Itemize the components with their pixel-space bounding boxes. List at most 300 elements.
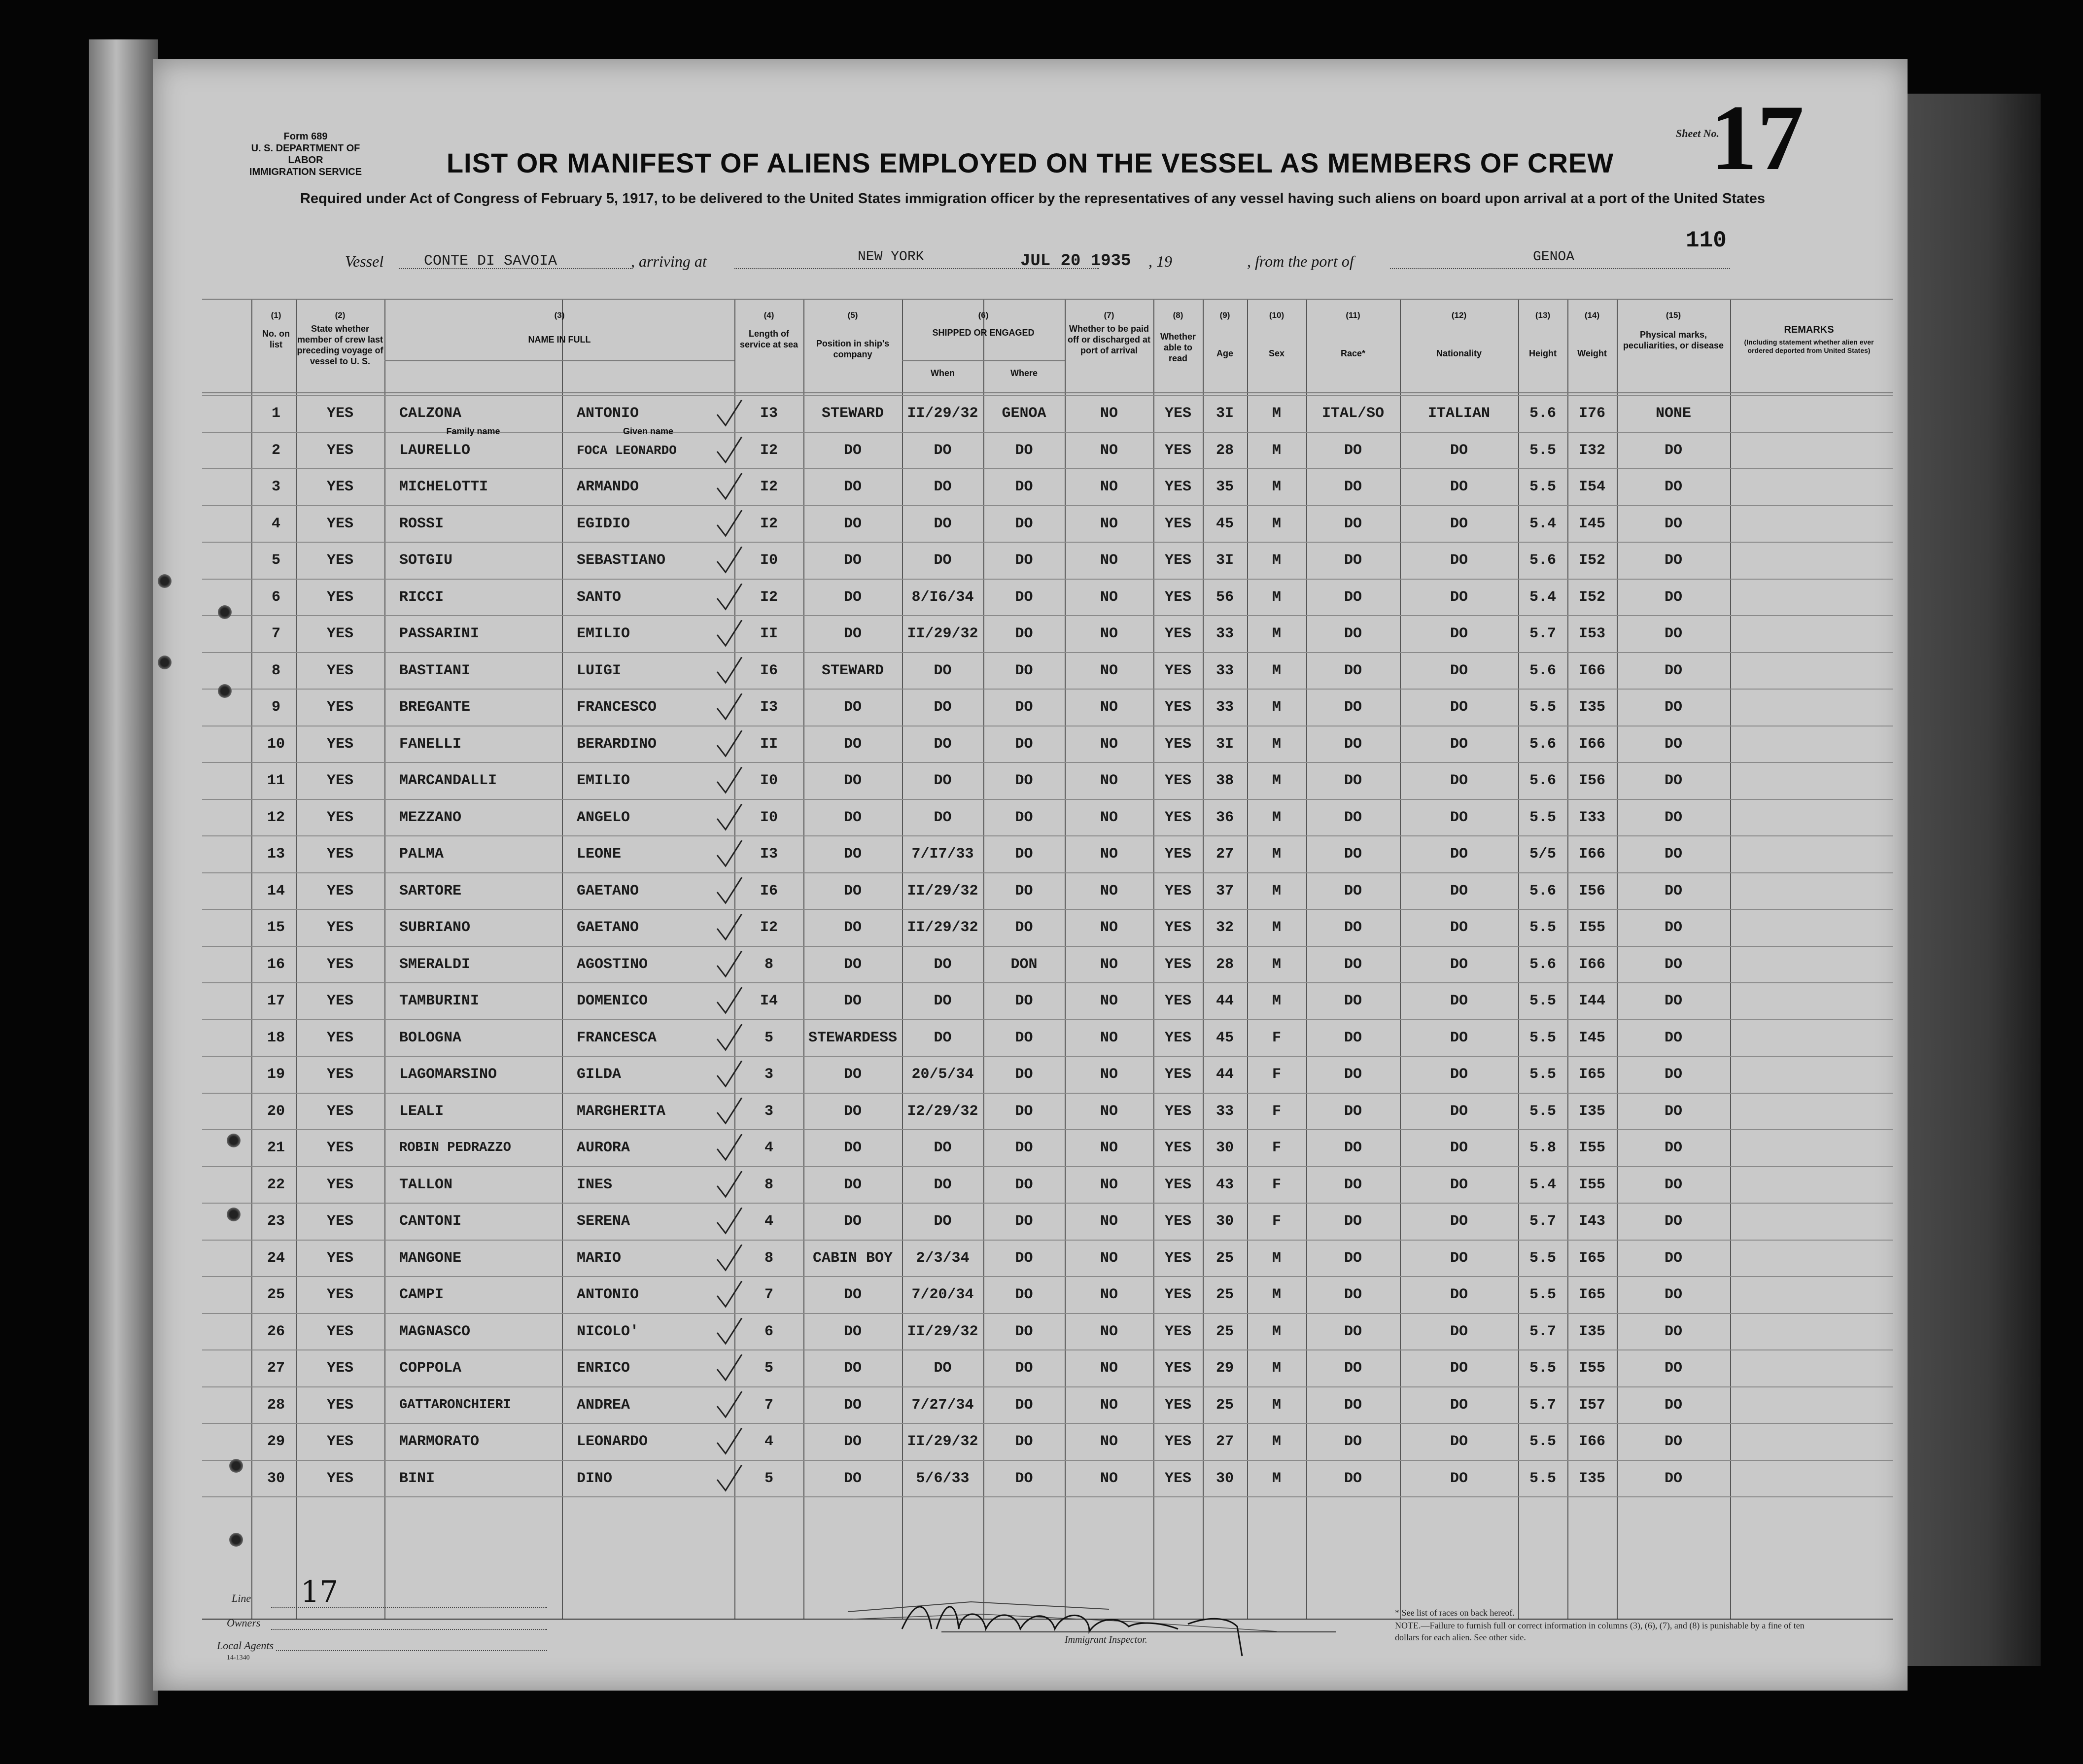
header-col6-num: (6) (978, 311, 989, 320)
cell-given: INES (577, 1176, 613, 1193)
cell-weight: I35 (1578, 1103, 1605, 1120)
row-rule (202, 1093, 1893, 1094)
cell-where: DO (1015, 882, 1033, 899)
service-name: IMMIGRATION SERVICE (249, 167, 362, 177)
header-remarks: REMARKS (1784, 324, 1834, 335)
cell-prev: YES (326, 882, 353, 899)
header-col5-num: (5) (847, 311, 858, 320)
cell-paid: NO (1100, 919, 1118, 936)
check-mark (715, 657, 744, 687)
cell-read: YES (1164, 1470, 1191, 1487)
row-rule (202, 542, 1893, 543)
cell-marks: NONE (1655, 405, 1691, 422)
cell-paid: NO (1100, 846, 1118, 863)
cell-position: DO (843, 625, 862, 642)
cell-height: 5.5 (1529, 1249, 1556, 1267)
cell-given: ARMANDO (577, 479, 639, 495)
cell-race: DO (1344, 1029, 1362, 1046)
cell-family: MARCANDALLI (399, 772, 497, 789)
cell-family: ROBIN PEDRAZZO (399, 1141, 511, 1155)
cell-service: 5 (764, 1360, 773, 1377)
cell-no: 26 (267, 1323, 285, 1340)
cell-race: DO (1344, 846, 1362, 863)
check-mark (715, 620, 744, 650)
header-nationality: Nationality (1436, 348, 1482, 358)
punch-hole (158, 656, 172, 669)
cell-where: DO (1015, 625, 1033, 642)
cell-weight: I45 (1578, 1029, 1605, 1046)
check-mark (715, 693, 744, 723)
line-label: Line (232, 1592, 251, 1604)
header-rule (384, 360, 734, 361)
cell-race: DO (1344, 1286, 1362, 1303)
row-rule (202, 652, 1893, 653)
cell-when: DO (934, 479, 952, 495)
cell-position: CABIN BOY (812, 1249, 893, 1267)
cell-height: 5.5 (1529, 479, 1556, 495)
line-number: 17 (301, 1575, 339, 1609)
header-remarks-note: (Including statement whether alien ever ordered deported from United States) (1744, 338, 1874, 354)
cell-height: 5.7 (1529, 1213, 1556, 1230)
cell-marks: DO (1664, 515, 1682, 532)
cell-height: 5.5 (1529, 809, 1556, 826)
cell-when: I2/29/32 (907, 1103, 978, 1120)
cell-position: STEWARD (821, 662, 884, 679)
cell-height: 5.5 (1529, 1360, 1556, 1377)
cell-position: DO (843, 846, 862, 863)
cell-read: YES (1164, 1286, 1191, 1303)
cell-no: 5 (271, 552, 280, 569)
cell-race: DO (1344, 956, 1362, 973)
check-mark (715, 473, 744, 503)
check-mark (715, 1245, 744, 1274)
cell-given: LEONE (577, 846, 622, 863)
cell-weight: I66 (1578, 1433, 1605, 1450)
cell-paid: NO (1100, 479, 1118, 495)
cell-service: I2 (760, 515, 778, 532)
cell-nationality: DO (1450, 515, 1468, 532)
header-weight: Weight (1577, 348, 1607, 358)
binding-strip (89, 39, 158, 1705)
cell-weight: I45 (1578, 515, 1605, 532)
cell-service: 8 (764, 956, 773, 973)
cell-nationality: DO (1450, 625, 1468, 642)
cell-height: 5.6 (1529, 735, 1556, 753)
cell-service: I3 (760, 699, 778, 716)
cell-sex: F (1272, 1140, 1281, 1156)
cell-service: 4 (764, 1213, 773, 1230)
cell-given: SERENA (577, 1213, 630, 1230)
cell-nationality: DO (1450, 1396, 1468, 1414)
cell-age: 37 (1215, 882, 1234, 899)
cell-weight: I53 (1578, 625, 1605, 642)
check-mark (715, 1208, 744, 1237)
cell-race: DO (1344, 1323, 1362, 1340)
cell-height: 5.5 (1529, 1103, 1556, 1120)
cell-marks: DO (1664, 993, 1682, 1009)
cell-sex: M (1272, 405, 1281, 422)
row-rule (202, 1313, 1893, 1314)
cell-marks: DO (1664, 1470, 1682, 1487)
cell-given: EMILIO (577, 625, 630, 642)
cell-service: I2 (760, 588, 778, 606)
cell-where: DO (1015, 993, 1033, 1009)
cell-when: DO (934, 1176, 952, 1193)
cell-sex: M (1272, 1433, 1281, 1450)
cell-nationality: DO (1450, 442, 1468, 459)
cell-read: YES (1164, 1213, 1191, 1230)
cell-sex: M (1272, 552, 1281, 569)
cell-prev: YES (326, 1360, 353, 1377)
cell-nationality: DO (1450, 1029, 1468, 1046)
cell-read: YES (1164, 479, 1191, 495)
cell-race: DO (1344, 588, 1362, 606)
cell-position: DO (843, 735, 862, 753)
cell-read: YES (1164, 809, 1191, 826)
cell-age: 25 (1215, 1249, 1234, 1267)
cell-service: 7 (764, 1396, 773, 1414)
cell-no: 25 (267, 1286, 285, 1303)
cell-position: DO (843, 882, 862, 899)
cell-read: YES (1164, 625, 1191, 642)
cell-service: 6 (764, 1323, 773, 1340)
cell-service: II (760, 625, 778, 642)
cell-paid: NO (1100, 1360, 1118, 1377)
cell-where: DO (1015, 515, 1033, 532)
arrival-port: NEW YORK (858, 249, 924, 265)
cell-age: 38 (1215, 772, 1234, 789)
cell-height: 5.5 (1529, 919, 1556, 936)
cell-marks: DO (1664, 882, 1682, 899)
cell-race: DO (1344, 1360, 1362, 1377)
cell-race: DO (1344, 772, 1362, 789)
cell-paid: NO (1100, 588, 1118, 606)
cell-where: DO (1015, 662, 1033, 679)
cell-sex: M (1272, 1470, 1281, 1487)
cell-marks: DO (1664, 919, 1682, 936)
from-label: , from the port of (1247, 252, 1354, 270)
cell-service: I3 (760, 846, 778, 863)
cell-family: TALLON (399, 1176, 453, 1193)
cell-given: FRANCESCO (577, 699, 657, 716)
cell-race: DO (1344, 479, 1362, 495)
row-rule (202, 615, 1893, 616)
cell-read: YES (1164, 1176, 1191, 1193)
cell-service: II (760, 735, 778, 753)
cell-where: DO (1015, 846, 1033, 863)
year-label: , 19 (1148, 252, 1172, 270)
cell-service: 7 (764, 1286, 773, 1303)
cell-prev: YES (326, 846, 353, 863)
cell-sex: M (1272, 442, 1281, 459)
cell-paid: NO (1100, 1029, 1118, 1046)
cell-marks: DO (1664, 735, 1682, 753)
cell-nationality: DO (1450, 1323, 1468, 1340)
cell-no: 7 (271, 625, 280, 642)
cell-marks: DO (1664, 1066, 1682, 1083)
cell-position: DO (843, 1360, 862, 1377)
cell-read: YES (1164, 662, 1191, 679)
cell-sex: M (1272, 1396, 1281, 1414)
cell-weight: I56 (1578, 882, 1605, 899)
inspector-label: Immigrant Inspector. (1065, 1634, 1147, 1645)
cell-service: 3 (764, 1103, 773, 1120)
cell-sex: F (1272, 1176, 1281, 1193)
cell-nationality: DO (1450, 1176, 1468, 1193)
header-previous-voyage: State whether member of crew last preceding voyage of vessel to U. S. (297, 324, 383, 366)
cell-given: DINO (577, 1470, 613, 1487)
cell-marks: DO (1664, 552, 1682, 569)
cell-nationality: DO (1450, 919, 1468, 936)
cell-no: 27 (267, 1360, 285, 1377)
cell-marks: DO (1664, 1360, 1682, 1377)
cell-family: MANGONE (399, 1249, 462, 1267)
cell-service: I2 (760, 479, 778, 495)
cell-weight: I56 (1578, 772, 1605, 789)
cell-nationality: DO (1450, 1213, 1468, 1230)
cell-age: 28 (1215, 956, 1234, 973)
cell-position: DO (843, 1213, 862, 1230)
cell-family: LAURELLO (399, 442, 471, 459)
cell-service: 5 (764, 1470, 773, 1487)
cell-where: DO (1015, 1249, 1033, 1267)
header-col3-num: (3) (554, 311, 565, 320)
form-number: Form 689 (283, 131, 328, 142)
cell-no: 10 (267, 735, 285, 753)
cell-weight: I66 (1578, 662, 1605, 679)
cell-no: 9 (271, 699, 280, 716)
cell-family: GATTARONCHIERI (399, 1397, 511, 1413)
cell-paid: NO (1100, 809, 1118, 826)
cell-age: 25 (1215, 1323, 1234, 1340)
cell-age: 28 (1215, 442, 1234, 459)
cell-weight: I52 (1578, 552, 1605, 569)
cell-sex: M (1272, 809, 1281, 826)
row-rule (202, 1423, 1893, 1424)
cell-given: BERARDINO (577, 735, 657, 753)
cell-no: 23 (267, 1213, 285, 1230)
cell-race: DO (1344, 1470, 1362, 1487)
cell-sex: M (1272, 882, 1281, 899)
cell-position: DO (843, 1286, 862, 1303)
cell-prev: YES (326, 1396, 353, 1414)
cell-race: DO (1344, 809, 1362, 826)
check-mark (715, 877, 744, 907)
cell-prev: YES (326, 625, 353, 642)
cell-position: DO (843, 442, 862, 459)
cell-race: DO (1344, 1433, 1362, 1450)
cell-no: 8 (271, 662, 280, 679)
header-col8-num: (8) (1173, 311, 1183, 320)
cell-nationality: DO (1450, 882, 1468, 899)
cell-height: 5/5 (1529, 846, 1556, 863)
row-rule (202, 1349, 1893, 1350)
cell-service: I2 (760, 442, 778, 459)
cell-weight: I55 (1578, 1176, 1605, 1193)
cell-when: II/29/32 (907, 882, 978, 899)
punch-hole (158, 574, 172, 588)
cell-marks: DO (1664, 1286, 1682, 1303)
row-rule (202, 1166, 1893, 1167)
header-col12-num: (12) (1451, 311, 1467, 320)
cell-weight: I55 (1578, 1140, 1605, 1156)
header-physical-marks: Physical marks, peculiarities, or disease (1623, 330, 1724, 350)
cell-prev: YES (326, 993, 353, 1009)
cell-given: GILDA (577, 1066, 622, 1083)
row-rule (202, 1496, 1893, 1497)
page-subtitle: Required under Act of Congress of February 5, 1917, to be delivered to the United States immigration officer by the representatives of any vessel having such aliens on board upon arrival at a port of the United States (300, 191, 1766, 207)
cell-when: DO (934, 1029, 952, 1046)
inspector-signature (833, 1582, 1351, 1666)
cell-family: BREGANTE (399, 699, 471, 716)
cell-position: DO (843, 552, 862, 569)
row-rule (202, 1460, 1893, 1461)
cell-given: FOCA LEONARDO (577, 443, 677, 458)
cell-service: I0 (760, 809, 778, 826)
cell-when: II/29/32 (907, 1433, 978, 1450)
header-col9-num: (9) (1219, 311, 1230, 320)
header-able-to-read: Whether able to read (1160, 332, 1196, 363)
cell-when: 7/I7/33 (911, 846, 974, 863)
cell-read: YES (1164, 1396, 1191, 1414)
crew-table (202, 299, 1893, 1620)
cell-paid: NO (1100, 625, 1118, 642)
cell-family: CAMPI (399, 1286, 444, 1303)
header-family-name: Family name (446, 426, 500, 436)
cell-age: 45 (1215, 1029, 1234, 1046)
vessel-name: CONTE DI SAVOIA (424, 253, 557, 270)
cell-when: DO (934, 552, 952, 569)
cell-weight: I66 (1578, 956, 1605, 973)
row-rule (202, 946, 1893, 947)
cell-no: 4 (271, 515, 280, 532)
cell-where: DO (1015, 919, 1033, 936)
punch-hole (218, 605, 232, 619)
cell-weight: I54 (1578, 479, 1605, 495)
cell-where: DO (1015, 1433, 1033, 1450)
cell-sex: M (1272, 662, 1281, 679)
header-col15-num: (15) (1666, 311, 1681, 320)
cell-sex: M (1272, 1286, 1281, 1303)
check-mark (715, 1428, 744, 1457)
agents-form-number: 14-1340 (227, 1654, 250, 1661)
cell-height: 5.5 (1529, 1433, 1556, 1450)
cell-height: 5.5 (1529, 1066, 1556, 1083)
line-underline (271, 1607, 547, 1608)
cell-given: EGIDIO (577, 515, 630, 532)
cell-paid: NO (1100, 405, 1118, 422)
arrival-date: JUL 20 1935 (1020, 252, 1131, 271)
cell-no: 29 (267, 1433, 285, 1450)
header-rule (202, 299, 1893, 300)
cell-age: 30 (1215, 1213, 1234, 1230)
header-col1-num: (1) (271, 311, 281, 320)
cell-age: 27 (1215, 846, 1234, 863)
check-mark (715, 1281, 744, 1311)
cell-given: LEONARDO (577, 1433, 648, 1450)
header-age: Age (1216, 348, 1233, 358)
cell-paid: NO (1100, 442, 1118, 459)
cell-read: YES (1164, 772, 1191, 789)
cell-race: DO (1344, 735, 1362, 753)
cell-height: 5.4 (1529, 515, 1556, 532)
check-mark (715, 1024, 744, 1054)
cell-no: 30 (267, 1470, 285, 1487)
cell-marks: DO (1664, 699, 1682, 716)
cell-height: 5.4 (1529, 588, 1556, 606)
cell-prev: YES (326, 588, 353, 606)
punch-hole (227, 1134, 241, 1147)
cell-given: MARIO (577, 1249, 622, 1267)
cell-height: 5.5 (1529, 993, 1556, 1009)
agents-label: Local Agents (217, 1639, 274, 1652)
cell-marks: DO (1664, 662, 1682, 679)
row-rule (202, 468, 1893, 469)
cell-position: DO (843, 772, 862, 789)
cell-where: DON (1010, 956, 1038, 973)
cell-no: 18 (267, 1029, 285, 1046)
cell-service: 5 (764, 1029, 773, 1046)
vessel-line (345, 246, 1893, 276)
check-mark (715, 840, 744, 870)
cell-age: 43 (1215, 1176, 1234, 1193)
cell-where: DO (1015, 1066, 1033, 1083)
cell-age: 45 (1215, 515, 1234, 532)
inspector-line (941, 1631, 1336, 1632)
check-mark (715, 914, 744, 943)
manifest-sheet (153, 59, 1908, 1691)
cell-marks: DO (1664, 1103, 1682, 1120)
cell-age: 25 (1215, 1396, 1234, 1414)
cell-read: YES (1164, 956, 1191, 973)
row-rule (202, 1203, 1893, 1204)
cell-family: LAGOMARSINO (399, 1066, 497, 1083)
cell-when: DO (934, 1213, 952, 1230)
cell-marks: DO (1664, 1433, 1682, 1450)
department-name: U. S. DEPARTMENT OF LABOR (251, 143, 360, 166)
header-where: Where (1010, 368, 1038, 378)
cell-when: DO (934, 956, 952, 973)
agents-underline (276, 1650, 547, 1651)
cell-age: 33 (1215, 699, 1234, 716)
cell-position: DO (843, 479, 862, 495)
cell-family: MEZZANO (399, 809, 462, 826)
cell-no: 24 (267, 1249, 285, 1267)
cell-marks: DO (1664, 1176, 1682, 1193)
row-rule (202, 1240, 1893, 1241)
cell-given: ANTONIO (577, 405, 639, 422)
cell-sex: M (1272, 588, 1281, 606)
cell-race: ITAL/SO (1321, 405, 1385, 422)
owners-label: Owners (227, 1617, 261, 1629)
cell-read: YES (1164, 442, 1191, 459)
cell-marks: DO (1664, 956, 1682, 973)
cell-height: 5.6 (1529, 662, 1556, 679)
cell-read: YES (1164, 1029, 1191, 1046)
cell-prev: YES (326, 772, 353, 789)
check-mark (715, 1318, 744, 1348)
cell-paid: NO (1100, 515, 1118, 532)
cell-sex: M (1272, 1249, 1281, 1267)
header-when: When (931, 368, 955, 378)
cell-no: 20 (267, 1103, 285, 1120)
cell-height: 5.4 (1529, 1176, 1556, 1193)
cell-paid: NO (1100, 552, 1118, 569)
cell-prev: YES (326, 1286, 353, 1303)
cell-age: 30 (1215, 1470, 1234, 1487)
cell-prev: YES (326, 1029, 353, 1046)
row-rule (202, 799, 1893, 800)
